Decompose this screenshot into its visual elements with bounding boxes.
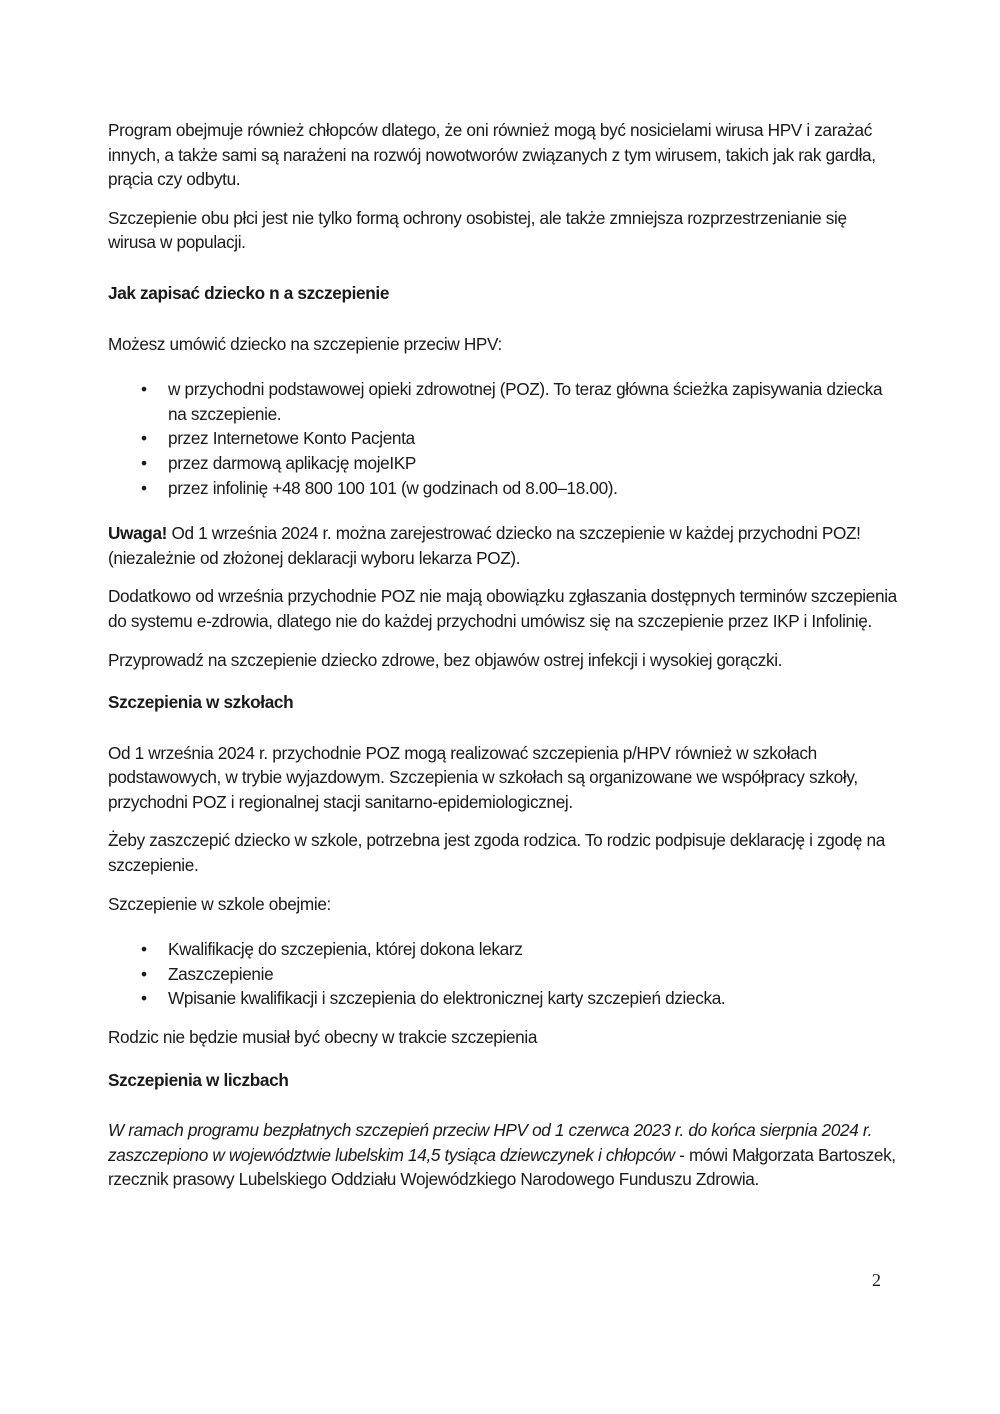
heading-numbers: Szczepienia w liczbach: [108, 1069, 289, 1090]
page-number: 2: [872, 1270, 881, 1290]
bullet-icon: •: [141, 988, 147, 1009]
note-text: Od 1 września 2024 r. można zarejestrować dziecko na szczepienie w każdej przychodni POZ! (niezależnie od złożonej deklaracji wyboru lekarza POZ).: [108, 523, 861, 568]
bullet-icon: •: [141, 939, 147, 960]
bullet-icon: •: [141, 963, 147, 984]
list-item: [108, 937, 898, 962]
paragraph-both-sexes: Szczepienie obu płci jest nie tylko formą ochrony osobistej, ale także zmniejsza rozprzestrzenianie się wirusa w populacji.: [108, 207, 847, 253]
schools-intro: Szczepienie w szkole obejmie:: [108, 893, 331, 914]
bullet-icon: •: [141, 452, 147, 473]
signup-options-list: [108, 377, 898, 500]
note-label: Uwaga!: [108, 523, 168, 544]
list-item: [108, 962, 898, 987]
heading-schools: Szczepienia w szkołach: [108, 692, 294, 713]
bullet-icon: •: [141, 477, 147, 498]
list-item: [108, 426, 898, 451]
paragraph-healthy-child: Przyprowadź na szczepienie dziecko zdrowe, bez objawów ostrej infekcji i wysokiej gorączki.: [108, 649, 783, 670]
list-item-text: przez Internetowe Konto Pacjenta: [168, 428, 415, 449]
list-item-text: w przychodni podstawowej opieki zdrowotnej (POZ). To teraz główna ścieżka zapisywania dziecka na szczepienie.: [168, 379, 883, 424]
list-item: [108, 451, 898, 476]
note-paragraph: [108, 521, 898, 570]
paragraph-boys-program: Program obejmuje również chłopców dlatego, że oni również mogą być nosicielami wirusa HPV i zarażać innych, a także sami są narażeni na rozwój nowotworów związanych z tym wirusem, takich jak rak gardła, prącia czy odbytu.: [108, 120, 876, 190]
list-item-text: przez darmową aplikację mojeIKP: [168, 452, 417, 473]
numbers-quote-paragraph: [108, 1118, 898, 1192]
schools-paragraph-1: Od 1 września 2024 r. przychodnie POZ mogą realizować szczepienia p/HPV również w szkołach podstawowych, w trybie wyjazdowym. Szczepienia w szkołach są organizowane we współpracy szkoły, przychodni POZ i regionalnej stacji sanitarno-epidemiologicznej.: [108, 742, 858, 812]
bullet-icon: •: [141, 428, 147, 449]
list-item-text: przez infolinię +48 800 100 101 (w godzinach od 8.00–18.00).: [168, 477, 618, 498]
list-item: [108, 986, 898, 1011]
schools-closing: Rodzic nie będzie musiał być obecny w trakcie szczepienia: [108, 1027, 538, 1048]
signup-intro: Możesz umówić dziecko na szczepienie przeciw HPV:: [108, 333, 502, 354]
paragraph-additional: Dodatkowo od września przychodnie POZ nie mają obowiązku zgłaszania dostępnych terminów szczepienia do systemu e-zdrowia, dlatego nie do każdej przychodni umówisz się na szczepienie przez IKP i Infolinię.: [108, 586, 897, 631]
list-item: [108, 377, 898, 426]
list-item-text: Zaszczepienie: [168, 963, 274, 984]
list-item-text: Kwalifikację do szczepienia, której dokona lekarz: [168, 939, 523, 960]
heading-signup: Jak zapisać dziecko n a szczepienie: [108, 282, 390, 303]
document-page: [108, 118, 898, 1206]
numbers-quote: W ramach programu bezpłatnych szczepień przeciw HPV od 1 czerwca 2023 r. do końca sierpnia 2024 r. zaszczepiono w województwie lubelskim 14,5 tysiąca dziewczynek i chłopców: [108, 1120, 873, 1165]
schools-paragraph-2: Żeby zaszczepić dziecko w szkole, potrzebna jest zgoda rodzica. To rodzic podpisuje deklarację i zgodę na szczepienie.: [108, 830, 885, 876]
list-item: [108, 476, 898, 501]
numbers-attribution: - mówi Małgorzata Bartoszek, rzecznik prasowy Lubelskiego Oddziału Wojewódzkiego Narodowego Funduszu Zdrowia.: [108, 1144, 896, 1190]
list-item-text: Wpisanie kwalifikacji i szczepienia do elektronicznej karty szczepień dziecka.: [168, 988, 726, 1009]
schools-scope-list: [108, 937, 898, 1011]
bullet-icon: •: [141, 379, 147, 400]
